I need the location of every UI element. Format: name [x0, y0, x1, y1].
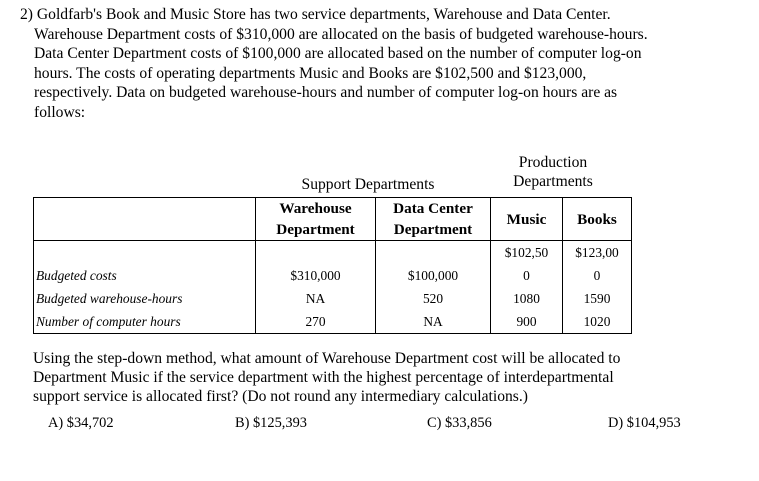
row-label: Budgeted warehouse-hours: [36, 290, 183, 306]
production-header-line: Departments: [513, 173, 593, 190]
prompt-line: support service is allocated first? (Do not round any intermediary calculations.): [33, 388, 528, 406]
question-line: respectively. Data on budgeted warehouse-hours and number of computer log-on hours are as: [34, 84, 618, 102]
table-cell: 520: [422, 290, 444, 306]
table-cell: $100,000: [407, 267, 459, 283]
books-values-cell: [563, 241, 632, 334]
prompt-line: Using the step-down method, what amount of Warehouse Department cost will be allocated to: [33, 350, 621, 367]
table-cell: 0: [523, 268, 530, 283]
header-text: Department: [393, 221, 473, 238]
support-departments-header: Support Departments: [301, 176, 435, 193]
production-header-line: Production: [518, 154, 588, 171]
answer-option-a[interactable]: A) $34,702: [48, 415, 114, 431]
table-cell: 1590: [583, 291, 611, 306]
header-text: Data Center: [393, 200, 473, 217]
table-cell: 270: [305, 313, 326, 329]
table-cell: $310,000: [290, 267, 341, 283]
question-line: Warehouse Department costs of $310,000 are allocated on the basis of budgeted warehouse-hours.: [34, 25, 648, 43]
table-cell: NA: [305, 290, 326, 306]
table-row: [34, 241, 632, 334]
row-label: Number of computer hours: [36, 313, 181, 329]
table-cell: 900: [516, 314, 537, 329]
table-cell: $102,50: [504, 245, 549, 260]
answer-option-b[interactable]: B) $125,393: [235, 415, 307, 431]
production-departments-header: [498, 153, 608, 191]
warehouse-values-cell: [256, 241, 376, 334]
header-text: Department: [276, 221, 355, 238]
datacenter-column-header: [376, 198, 491, 241]
answer-option-d[interactable]: D) $104,953: [608, 415, 681, 431]
table-cell: $123,00: [575, 245, 619, 260]
question-line: 2) Goldfarb's Book and Music Store has two service departments, Warehouse and Data Center.: [20, 6, 611, 23]
table-cell: 1020: [583, 314, 611, 329]
question-line: follows:: [34, 103, 86, 121]
datacenter-values-cell: [376, 241, 491, 334]
cost-data-table: [33, 197, 632, 334]
row-label: Budgeted costs: [36, 267, 117, 283]
answer-option-c[interactable]: C) $33,856: [427, 415, 492, 431]
warehouse-column-header: [256, 198, 376, 241]
blank-header-cell: [34, 198, 256, 241]
prompt-line: Department Music if the service department with the highest percentage of interdepartmental: [33, 369, 614, 387]
row-labels-cell: [34, 241, 256, 334]
music-values-cell: [491, 241, 563, 334]
music-column-header: Music: [491, 198, 563, 241]
question-line: hours. The costs of operating departments Music and Books are $102,500 and $123,000,: [34, 64, 587, 82]
question-line: Data Center Department costs of $100,000 are allocated based on the number of computer log-on: [34, 45, 642, 63]
table-cell: 0: [593, 268, 601, 283]
table-cell: 1080: [513, 291, 540, 306]
question-prompt: [33, 349, 748, 407]
table-header-row: [34, 198, 632, 241]
header-text: Warehouse: [279, 200, 352, 217]
table-cell: NA: [423, 313, 443, 329]
books-column-header: Books: [563, 198, 632, 241]
question-text: [20, 5, 750, 123]
